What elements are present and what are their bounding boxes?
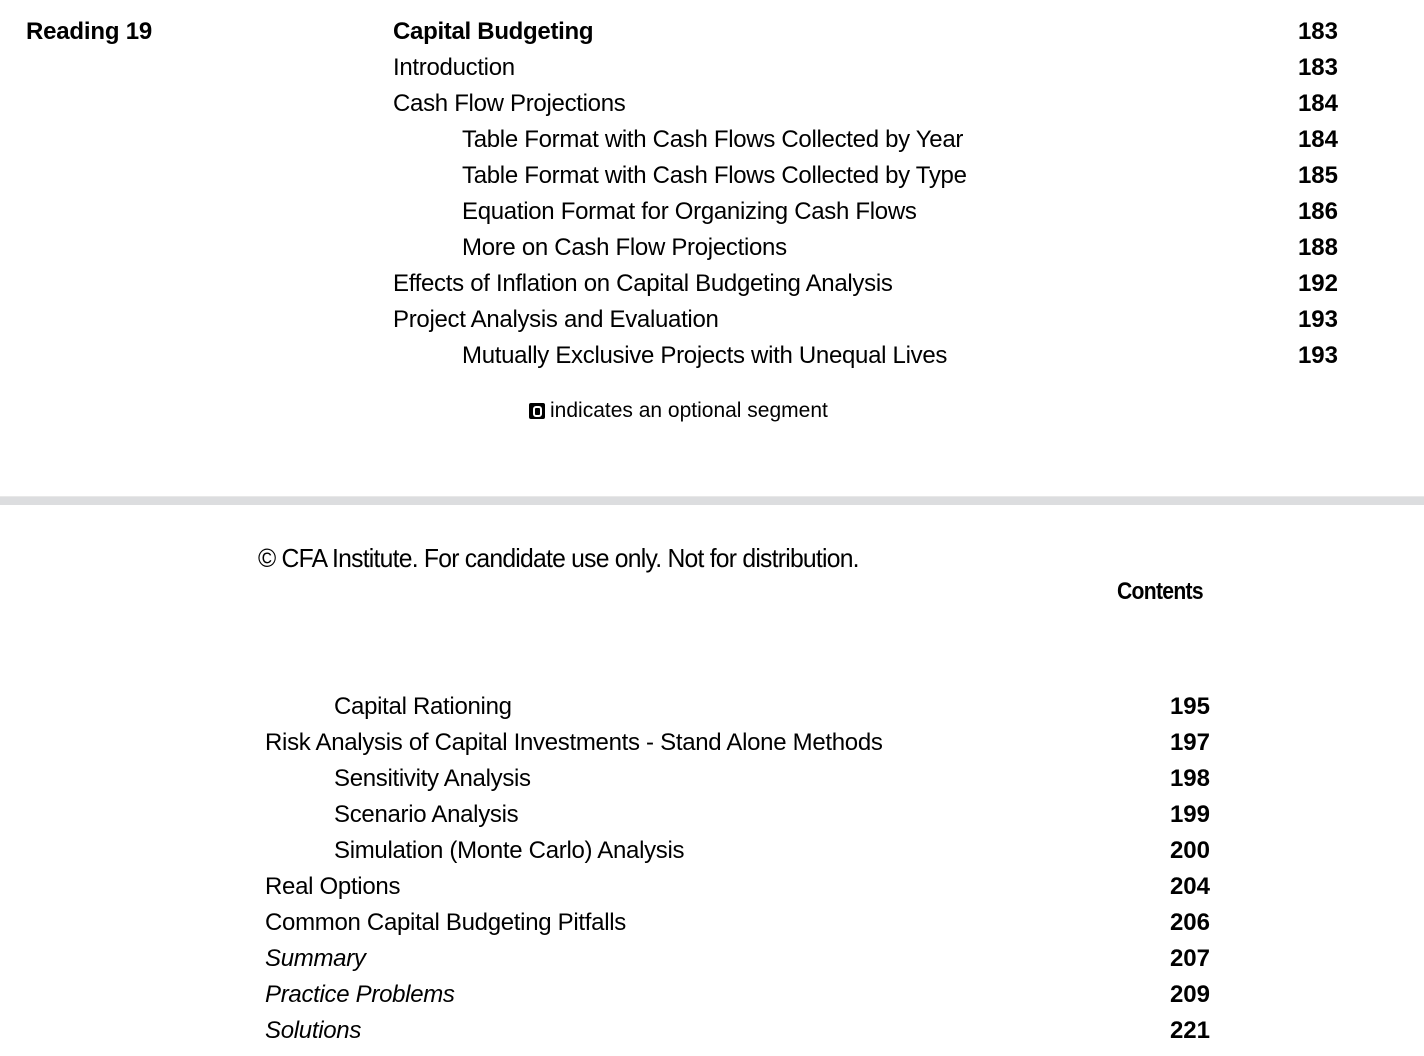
toc-entry-title: Introduction: [393, 54, 515, 81]
toc-entry[interactable]: [0, 52, 1424, 88]
toc-entry[interactable]: [0, 835, 1424, 871]
toc-entry-page-number: 184: [1297, 126, 1338, 153]
toc-page-top: [0, 0, 1424, 496]
toc-entry-page-number: 207: [1169, 945, 1210, 972]
toc-page-bottom: [0, 505, 1424, 1056]
toc-entry-title: Capital Budgeting: [393, 18, 594, 45]
toc-entry[interactable]: [0, 1015, 1424, 1051]
toc-entry-page-number: 193: [1297, 342, 1338, 369]
toc-entry[interactable]: [0, 88, 1424, 124]
toc-entry-title: Equation Format for Organizing Cash Flows: [462, 198, 917, 225]
toc-entry[interactable]: [0, 196, 1424, 232]
optional-segment-note: [529, 397, 828, 425]
toc-entry-title: Simulation (Monte Carlo) Analysis: [334, 837, 685, 864]
toc-entry-page-number: 184: [1297, 90, 1338, 117]
toc-entry[interactable]: [0, 691, 1424, 727]
toc-entry-page-number: 183: [1297, 54, 1338, 81]
toc-entry[interactable]: [0, 727, 1424, 763]
toc-entry-title: Common Capital Budgeting Pitfalls: [265, 909, 626, 936]
toc-entry-title: Mutually Exclusive Projects with Unequal Lives: [462, 342, 948, 369]
toc-entry-page-number: 198: [1169, 765, 1210, 792]
toc-entry-title: Scenario Analysis: [334, 801, 519, 828]
toc-entry[interactable]: [0, 799, 1424, 835]
optional-note-text: indicates an optional segment: [550, 399, 828, 422]
toc-entry-title: Table Format with Cash Flows Collected by Type: [462, 162, 967, 189]
toc-entry-page-number: 185: [1297, 162, 1338, 189]
toc-entry[interactable]: [0, 871, 1424, 907]
toc-entry[interactable]: [0, 943, 1424, 979]
toc-entry-title: Practice Problems: [265, 981, 455, 1008]
toc-entry-title: Cash Flow Projections: [393, 90, 626, 117]
toc-entry[interactable]: [0, 763, 1424, 799]
toc-entry-title: Project Analysis and Evaluation: [393, 306, 719, 333]
toc-entry-title: Table Format with Cash Flows Collected by Year: [462, 126, 964, 153]
toc-entry-title: Risk Analysis of Capital Investments - Stand Alone Methods: [265, 729, 883, 756]
toc-entry-page-number: 183: [1297, 18, 1338, 45]
toc-entry-page-number: 195: [1169, 693, 1210, 720]
toc-entry-title: Real Options: [265, 873, 401, 900]
page-separator: [0, 496, 1424, 505]
toc-entry-title: More on Cash Flow Projections: [462, 234, 787, 261]
toc-entry-page-number: 193: [1297, 306, 1338, 333]
toc-entry[interactable]: [0, 979, 1424, 1015]
copyright-notice: © CFA Institute. For candidate use only. Not for distribution.: [258, 543, 859, 573]
reading-label: Reading 19: [26, 18, 153, 45]
toc-entry-page-number: 186: [1297, 198, 1338, 225]
toc-entry-title: Sensitivity Analysis: [334, 765, 531, 792]
toc-entry-page-number: 192: [1297, 270, 1338, 297]
toc-entry-page-number: 199: [1169, 801, 1210, 828]
toc-entry[interactable]: [0, 304, 1424, 340]
toc-entry[interactable]: [0, 16, 1424, 52]
toc-entry[interactable]: [0, 124, 1424, 160]
contents-heading: Contents: [1117, 578, 1203, 605]
toc-entry[interactable]: [0, 340, 1424, 376]
toc-entry-title: Solutions: [265, 1017, 362, 1044]
toc-entry-title: Capital Rationing: [334, 693, 512, 720]
toc-entry-page-number: 197: [1169, 729, 1210, 756]
optional-segment-icon: [529, 403, 545, 419]
toc-entry-page-number: 200: [1169, 837, 1210, 864]
toc-entry[interactable]: [0, 232, 1424, 268]
toc-entry-page-number: 221: [1169, 1017, 1210, 1044]
toc-entry[interactable]: [0, 268, 1424, 304]
toc-entry[interactable]: [0, 160, 1424, 196]
toc-entry-page-number: 204: [1169, 873, 1210, 900]
toc-entry-title: Effects of Inflation on Capital Budgeting Analysis: [393, 270, 893, 297]
toc-entry-page-number: 188: [1297, 234, 1338, 261]
toc-entry[interactable]: [0, 907, 1424, 943]
toc-entry-page-number: 206: [1169, 909, 1210, 936]
toc-entry-title: Summary: [265, 945, 366, 972]
toc-entry-page-number: 209: [1169, 981, 1210, 1008]
